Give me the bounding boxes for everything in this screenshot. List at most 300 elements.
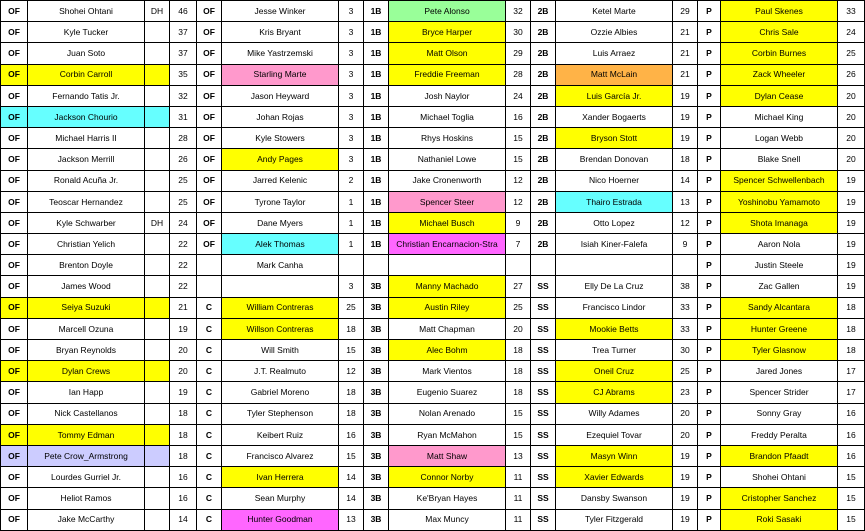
player-name-cell[interactable]: Shota Imanaga: [721, 212, 838, 233]
score-cell[interactable]: 18: [506, 382, 531, 403]
score-cell[interactable]: 18: [838, 297, 865, 318]
player-name-cell[interactable]: Otto Lopez: [556, 212, 673, 233]
player-name-cell[interactable]: Bryan Reynolds: [28, 340, 145, 361]
extra-pos-cell[interactable]: [145, 170, 170, 191]
player-name-cell[interactable]: Zack Wheeler: [721, 64, 838, 85]
score-cell[interactable]: 3: [339, 106, 364, 127]
score-cell[interactable]: 32: [506, 1, 531, 22]
player-name-cell[interactable]: Ian Happ: [28, 382, 145, 403]
position-cell[interactable]: P: [698, 128, 721, 149]
player-name-cell[interactable]: Zac Gallen: [721, 276, 838, 297]
extra-pos-cell[interactable]: [145, 318, 170, 339]
position-cell[interactable]: 3B: [364, 445, 389, 466]
player-name-cell[interactable]: Mark Vientos: [389, 361, 506, 382]
position-cell[interactable]: OF: [1, 43, 28, 64]
position-cell[interactable]: P: [698, 85, 721, 106]
score-cell[interactable]: 18: [506, 361, 531, 382]
position-cell[interactable]: 3B: [364, 318, 389, 339]
player-name-cell[interactable]: Jackson Merrill: [28, 149, 145, 170]
extra-pos-cell[interactable]: [145, 297, 170, 318]
player-name-cell[interactable]: Tyler Stephenson: [222, 403, 339, 424]
position-cell[interactable]: 2B: [531, 170, 556, 191]
position-cell[interactable]: P: [698, 318, 721, 339]
score-cell[interactable]: 37: [170, 22, 197, 43]
player-name-cell[interactable]: J.T. Realmuto: [222, 361, 339, 382]
score-cell[interactable]: 20: [170, 361, 197, 382]
score-cell[interactable]: 9: [673, 234, 698, 255]
player-name-cell[interactable]: Xander Bogaerts: [556, 106, 673, 127]
position-cell[interactable]: OF: [1, 255, 28, 276]
player-name-cell[interactable]: Max Muncy: [389, 509, 506, 530]
position-cell[interactable]: SS: [531, 424, 556, 445]
player-name-cell[interactable]: Connor Norby: [389, 467, 506, 488]
position-cell[interactable]: 2B: [531, 149, 556, 170]
position-cell[interactable]: 3B: [364, 361, 389, 382]
position-cell[interactable]: OF: [1, 234, 28, 255]
score-cell[interactable]: 3: [339, 149, 364, 170]
score-cell[interactable]: 12: [673, 212, 698, 233]
extra-pos-cell[interactable]: [145, 488, 170, 509]
score-cell[interactable]: 38: [673, 276, 698, 297]
score-cell[interactable]: 30: [506, 22, 531, 43]
score-cell[interactable]: 33: [673, 318, 698, 339]
player-name-cell[interactable]: Pete Alonso: [389, 1, 506, 22]
position-cell[interactable]: OF: [1, 191, 28, 212]
position-cell[interactable]: 1B: [364, 1, 389, 22]
player-name-cell[interactable]: Hunter Greene: [721, 318, 838, 339]
position-cell[interactable]: 3B: [364, 509, 389, 530]
player-name-cell[interactable]: Isiah Kiner-Falefa: [556, 234, 673, 255]
score-cell[interactable]: 2: [339, 170, 364, 191]
position-cell[interactable]: 1B: [364, 64, 389, 85]
score-cell[interactable]: 3: [339, 85, 364, 106]
position-cell[interactable]: P: [698, 276, 721, 297]
extra-pos-cell[interactable]: [145, 403, 170, 424]
position-cell[interactable]: [197, 276, 222, 297]
position-cell[interactable]: OF: [197, 128, 222, 149]
score-cell[interactable]: 3: [339, 128, 364, 149]
player-name-cell[interactable]: Christian Yelich: [28, 234, 145, 255]
position-cell[interactable]: C: [197, 467, 222, 488]
score-cell[interactable]: 18: [838, 340, 865, 361]
position-cell[interactable]: C: [197, 488, 222, 509]
player-name-cell[interactable]: Luis Arraez: [556, 43, 673, 64]
extra-pos-cell[interactable]: [145, 85, 170, 106]
position-cell[interactable]: C: [197, 403, 222, 424]
position-cell[interactable]: P: [698, 43, 721, 64]
position-cell[interactable]: P: [698, 509, 721, 530]
player-name-cell[interactable]: Bryce Harper: [389, 22, 506, 43]
position-cell[interactable]: OF: [197, 85, 222, 106]
score-cell[interactable]: 18: [838, 318, 865, 339]
player-name-cell[interactable]: Oneil Cruz: [556, 361, 673, 382]
score-cell[interactable]: 20: [838, 128, 865, 149]
player-name-cell[interactable]: Alec Bohm: [389, 340, 506, 361]
score-cell[interactable]: 25: [170, 191, 197, 212]
score-cell[interactable]: [673, 255, 698, 276]
score-cell[interactable]: 14: [673, 170, 698, 191]
position-cell[interactable]: P: [698, 1, 721, 22]
score-cell[interactable]: 19: [673, 445, 698, 466]
score-cell[interactable]: 20: [506, 318, 531, 339]
score-cell[interactable]: 21: [673, 64, 698, 85]
player-name-cell[interactable]: Cristopher Sanchez: [721, 488, 838, 509]
position-cell[interactable]: OF: [1, 297, 28, 318]
player-name-cell[interactable]: Mark Canha: [222, 255, 339, 276]
player-name-cell[interactable]: Ketel Marte: [556, 1, 673, 22]
player-name-cell[interactable]: Heliot Ramos: [28, 488, 145, 509]
score-cell[interactable]: 27: [506, 276, 531, 297]
position-cell[interactable]: OF: [1, 509, 28, 530]
score-cell[interactable]: 19: [838, 170, 865, 191]
position-cell[interactable]: OF: [197, 191, 222, 212]
position-cell[interactable]: OF: [1, 170, 28, 191]
position-cell[interactable]: 3B: [364, 488, 389, 509]
position-cell[interactable]: SS: [531, 467, 556, 488]
score-cell[interactable]: 16: [838, 445, 865, 466]
extra-pos-cell[interactable]: [145, 64, 170, 85]
score-cell[interactable]: 12: [339, 361, 364, 382]
player-name-cell[interactable]: Logan Webb: [721, 128, 838, 149]
position-cell[interactable]: OF: [197, 212, 222, 233]
extra-pos-cell[interactable]: [145, 276, 170, 297]
player-name-cell[interactable]: Nico Hoerner: [556, 170, 673, 191]
position-cell[interactable]: P: [698, 382, 721, 403]
player-name-cell[interactable]: Juan Soto: [28, 43, 145, 64]
extra-pos-cell[interactable]: DH: [145, 212, 170, 233]
score-cell[interactable]: 14: [339, 488, 364, 509]
player-name-cell[interactable]: Nolan Arenado: [389, 403, 506, 424]
player-name-cell[interactable]: Tommy Edman: [28, 424, 145, 445]
player-name-cell[interactable]: Nick Castellanos: [28, 403, 145, 424]
player-name-cell[interactable]: [389, 255, 506, 276]
position-cell[interactable]: 1B: [364, 43, 389, 64]
score-cell[interactable]: 11: [506, 488, 531, 509]
player-name-cell[interactable]: Chris Sale: [721, 22, 838, 43]
position-cell[interactable]: OF: [197, 1, 222, 22]
score-cell[interactable]: 25: [838, 43, 865, 64]
player-name-cell[interactable]: Fernando Tatis Jr.: [28, 85, 145, 106]
score-cell[interactable]: 18: [506, 340, 531, 361]
player-name-cell[interactable]: Sonny Gray: [721, 403, 838, 424]
extra-pos-cell[interactable]: [145, 106, 170, 127]
player-name-cell[interactable]: Ivan Herrera: [222, 467, 339, 488]
position-cell[interactable]: OF: [1, 361, 28, 382]
player-name-cell[interactable]: Nathaniel Lowe: [389, 149, 506, 170]
score-cell[interactable]: 19: [673, 106, 698, 127]
player-name-cell[interactable]: Michael King: [721, 106, 838, 127]
position-cell[interactable]: C: [197, 340, 222, 361]
score-cell[interactable]: 15: [339, 445, 364, 466]
position-cell[interactable]: C: [197, 445, 222, 466]
score-cell[interactable]: 20: [838, 106, 865, 127]
score-cell[interactable]: 16: [170, 467, 197, 488]
position-cell[interactable]: P: [698, 170, 721, 191]
score-cell[interactable]: 16: [838, 424, 865, 445]
score-cell[interactable]: 18: [339, 382, 364, 403]
position-cell[interactable]: P: [698, 297, 721, 318]
score-cell[interactable]: 30: [673, 340, 698, 361]
position-cell[interactable]: 2B: [531, 212, 556, 233]
player-name-cell[interactable]: Michael Busch: [389, 212, 506, 233]
player-name-cell[interactable]: Dansby Swanson: [556, 488, 673, 509]
position-cell[interactable]: 2B: [531, 85, 556, 106]
player-name-cell[interactable]: Pete Crow_Armstrong: [28, 445, 145, 466]
position-cell[interactable]: SS: [531, 445, 556, 466]
player-name-cell[interactable]: Alek Thomas: [222, 234, 339, 255]
player-name-cell[interactable]: Keibert Ruiz: [222, 424, 339, 445]
player-name-cell[interactable]: Brandon Pfaadt: [721, 445, 838, 466]
position-cell[interactable]: 1B: [364, 85, 389, 106]
position-cell[interactable]: SS: [531, 276, 556, 297]
player-name-cell[interactable]: Michael Toglia: [389, 106, 506, 127]
score-cell[interactable]: 18: [339, 318, 364, 339]
player-name-cell[interactable]: Jake McCarthy: [28, 509, 145, 530]
score-cell[interactable]: 16: [838, 403, 865, 424]
score-cell[interactable]: 18: [339, 403, 364, 424]
score-cell[interactable]: 24: [170, 212, 197, 233]
score-cell[interactable]: 29: [506, 43, 531, 64]
player-name-cell[interactable]: Dylan Crews: [28, 361, 145, 382]
extra-pos-cell[interactable]: [145, 340, 170, 361]
position-cell[interactable]: OF: [1, 488, 28, 509]
position-cell[interactable]: P: [698, 445, 721, 466]
extra-pos-cell[interactable]: [145, 43, 170, 64]
position-cell[interactable]: OF: [197, 149, 222, 170]
score-cell[interactable]: 15: [838, 467, 865, 488]
score-cell[interactable]: 19: [838, 276, 865, 297]
position-cell[interactable]: 3B: [364, 382, 389, 403]
position-cell[interactable]: OF: [1, 318, 28, 339]
position-cell[interactable]: OF: [1, 403, 28, 424]
score-cell[interactable]: 22: [170, 276, 197, 297]
score-cell[interactable]: 21: [673, 22, 698, 43]
player-name-cell[interactable]: Johan Rojas: [222, 106, 339, 127]
extra-pos-cell[interactable]: [145, 424, 170, 445]
score-cell[interactable]: 24: [506, 85, 531, 106]
position-cell[interactable]: C: [197, 318, 222, 339]
score-cell[interactable]: 15: [838, 488, 865, 509]
score-cell[interactable]: 13: [506, 445, 531, 466]
score-cell[interactable]: 1: [339, 234, 364, 255]
player-name-cell[interactable]: Matt Chapman: [389, 318, 506, 339]
position-cell[interactable]: P: [698, 64, 721, 85]
score-cell[interactable]: 20: [673, 403, 698, 424]
score-cell[interactable]: 19: [673, 85, 698, 106]
player-name-cell[interactable]: Shohei Ohtani: [28, 1, 145, 22]
player-name-cell[interactable]: Shohei Ohtani: [721, 467, 838, 488]
player-name-cell[interactable]: Francisco Alvarez: [222, 445, 339, 466]
player-name-cell[interactable]: Ronald Acuña Jr.: [28, 170, 145, 191]
score-cell[interactable]: 19: [838, 191, 865, 212]
extra-pos-cell[interactable]: [145, 509, 170, 530]
score-cell[interactable]: 22: [170, 234, 197, 255]
player-name-cell[interactable]: Justin Steele: [721, 255, 838, 276]
score-cell[interactable]: 24: [838, 22, 865, 43]
position-cell[interactable]: OF: [197, 64, 222, 85]
position-cell[interactable]: SS: [531, 382, 556, 403]
score-cell[interactable]: 1: [339, 191, 364, 212]
position-cell[interactable]: [197, 255, 222, 276]
score-cell[interactable]: 31: [170, 106, 197, 127]
player-name-cell[interactable]: Gabriel Moreno: [222, 382, 339, 403]
position-cell[interactable]: OF: [1, 149, 28, 170]
score-cell[interactable]: 16: [170, 488, 197, 509]
score-cell[interactable]: 18: [170, 403, 197, 424]
player-name-cell[interactable]: Yoshinobu Yamamoto: [721, 191, 838, 212]
position-cell[interactable]: OF: [1, 467, 28, 488]
position-cell[interactable]: 3B: [364, 467, 389, 488]
position-cell[interactable]: 1B: [364, 106, 389, 127]
player-name-cell[interactable]: [222, 276, 339, 297]
extra-pos-cell[interactable]: [145, 191, 170, 212]
score-cell[interactable]: 25: [506, 297, 531, 318]
player-name-cell[interactable]: Willson Contreras: [222, 318, 339, 339]
position-cell[interactable]: P: [698, 255, 721, 276]
player-name-cell[interactable]: Will Smith: [222, 340, 339, 361]
player-name-cell[interactable]: Corbin Carroll: [28, 64, 145, 85]
player-name-cell[interactable]: Rhys Hoskins: [389, 128, 506, 149]
score-cell[interactable]: 14: [339, 467, 364, 488]
score-cell[interactable]: 16: [339, 424, 364, 445]
player-name-cell[interactable]: Mike Yastrzemski: [222, 43, 339, 64]
position-cell[interactable]: OF: [1, 276, 28, 297]
position-cell[interactable]: P: [698, 488, 721, 509]
score-cell[interactable]: 32: [170, 85, 197, 106]
position-cell[interactable]: OF: [1, 22, 28, 43]
player-name-cell[interactable]: Josh Naylor: [389, 85, 506, 106]
position-cell[interactable]: C: [197, 361, 222, 382]
position-cell[interactable]: SS: [531, 297, 556, 318]
player-name-cell[interactable]: Sean Murphy: [222, 488, 339, 509]
player-name-cell[interactable]: Kris Bryant: [222, 22, 339, 43]
player-name-cell[interactable]: Jason Heyward: [222, 85, 339, 106]
player-name-cell[interactable]: James Wood: [28, 276, 145, 297]
player-name-cell[interactable]: Jackson Chourio: [28, 106, 145, 127]
player-name-cell[interactable]: Trea Turner: [556, 340, 673, 361]
player-name-cell[interactable]: Tyler Glasnow: [721, 340, 838, 361]
score-cell[interactable]: 7: [506, 234, 531, 255]
position-cell[interactable]: SS: [531, 403, 556, 424]
position-cell[interactable]: 2B: [531, 106, 556, 127]
player-name-cell[interactable]: Paul Skenes: [721, 1, 838, 22]
player-name-cell[interactable]: Spencer Schwellenbach: [721, 170, 838, 191]
score-cell[interactable]: 18: [170, 424, 197, 445]
position-cell[interactable]: SS: [531, 488, 556, 509]
score-cell[interactable]: 25: [170, 170, 197, 191]
player-name-cell[interactable]: Matt Olson: [389, 43, 506, 64]
position-cell[interactable]: OF: [1, 382, 28, 403]
score-cell[interactable]: 28: [170, 128, 197, 149]
position-cell[interactable]: P: [698, 22, 721, 43]
score-cell[interactable]: 14: [170, 509, 197, 530]
position-cell[interactable]: [364, 255, 389, 276]
score-cell[interactable]: [339, 255, 364, 276]
player-name-cell[interactable]: Bryson Stott: [556, 128, 673, 149]
position-cell[interactable]: OF: [1, 445, 28, 466]
player-name-cell[interactable]: Eugenio Suarez: [389, 382, 506, 403]
score-cell[interactable]: 19: [838, 212, 865, 233]
position-cell[interactable]: P: [698, 403, 721, 424]
score-cell[interactable]: 19: [673, 509, 698, 530]
position-cell[interactable]: 1B: [364, 149, 389, 170]
player-name-cell[interactable]: Christian Encarnacion-Stra: [389, 234, 506, 255]
player-name-cell[interactable]: CJ Abrams: [556, 382, 673, 403]
score-cell[interactable]: 3: [339, 22, 364, 43]
score-cell[interactable]: 11: [506, 467, 531, 488]
player-name-cell[interactable]: Kyle Stowers: [222, 128, 339, 149]
position-cell[interactable]: C: [197, 297, 222, 318]
position-cell[interactable]: C: [197, 424, 222, 445]
extra-pos-cell[interactable]: [145, 234, 170, 255]
position-cell[interactable]: 2B: [531, 64, 556, 85]
score-cell[interactable]: 35: [170, 64, 197, 85]
player-name-cell[interactable]: Jesse Winker: [222, 1, 339, 22]
score-cell[interactable]: 19: [673, 467, 698, 488]
position-cell[interactable]: OF: [1, 212, 28, 233]
position-cell[interactable]: P: [698, 234, 721, 255]
position-cell[interactable]: OF: [197, 170, 222, 191]
position-cell[interactable]: 2B: [531, 191, 556, 212]
score-cell[interactable]: 3: [339, 64, 364, 85]
player-name-cell[interactable]: Aaron Nola: [721, 234, 838, 255]
extra-pos-cell[interactable]: DH: [145, 1, 170, 22]
position-cell[interactable]: OF: [1, 64, 28, 85]
player-name-cell[interactable]: Matt McLain: [556, 64, 673, 85]
extra-pos-cell[interactable]: [145, 128, 170, 149]
position-cell[interactable]: OF: [1, 1, 28, 22]
score-cell[interactable]: 29: [673, 1, 698, 22]
position-cell[interactable]: [531, 255, 556, 276]
position-cell[interactable]: P: [698, 424, 721, 445]
player-name-cell[interactable]: Mookie Betts: [556, 318, 673, 339]
score-cell[interactable]: 19: [838, 234, 865, 255]
player-name-cell[interactable]: Jarred Kelenic: [222, 170, 339, 191]
score-cell[interactable]: 15: [506, 424, 531, 445]
score-cell[interactable]: 19: [673, 488, 698, 509]
player-name-cell[interactable]: Matt Shaw: [389, 445, 506, 466]
score-cell[interactable]: 19: [170, 318, 197, 339]
score-cell[interactable]: 11: [506, 509, 531, 530]
score-cell[interactable]: 28: [506, 64, 531, 85]
position-cell[interactable]: OF: [1, 106, 28, 127]
score-cell[interactable]: 19: [838, 255, 865, 276]
player-name-cell[interactable]: Kyle Schwarber: [28, 212, 145, 233]
position-cell[interactable]: P: [698, 191, 721, 212]
score-cell[interactable]: 19: [170, 382, 197, 403]
position-cell[interactable]: 1B: [364, 170, 389, 191]
position-cell[interactable]: 1B: [364, 22, 389, 43]
position-cell[interactable]: 3B: [364, 276, 389, 297]
player-name-cell[interactable]: Tyrone Taylor: [222, 191, 339, 212]
score-cell[interactable]: 26: [170, 149, 197, 170]
player-name-cell[interactable]: Freddy Peralta: [721, 424, 838, 445]
position-cell[interactable]: OF: [197, 43, 222, 64]
player-name-cell[interactable]: Seiya Suzuki: [28, 297, 145, 318]
player-name-cell[interactable]: Freddie Freeman: [389, 64, 506, 85]
position-cell[interactable]: P: [698, 467, 721, 488]
player-name-cell[interactable]: Francisco Lindor: [556, 297, 673, 318]
score-cell[interactable]: 20: [838, 149, 865, 170]
player-name-cell[interactable]: Starling Marte: [222, 64, 339, 85]
position-cell[interactable]: P: [698, 149, 721, 170]
position-cell[interactable]: C: [197, 509, 222, 530]
player-name-cell[interactable]: Michael Harris II: [28, 128, 145, 149]
player-name-cell[interactable]: Kyle Tucker: [28, 22, 145, 43]
player-name-cell[interactable]: Blake Snell: [721, 149, 838, 170]
player-name-cell[interactable]: William Contreras: [222, 297, 339, 318]
position-cell[interactable]: SS: [531, 509, 556, 530]
